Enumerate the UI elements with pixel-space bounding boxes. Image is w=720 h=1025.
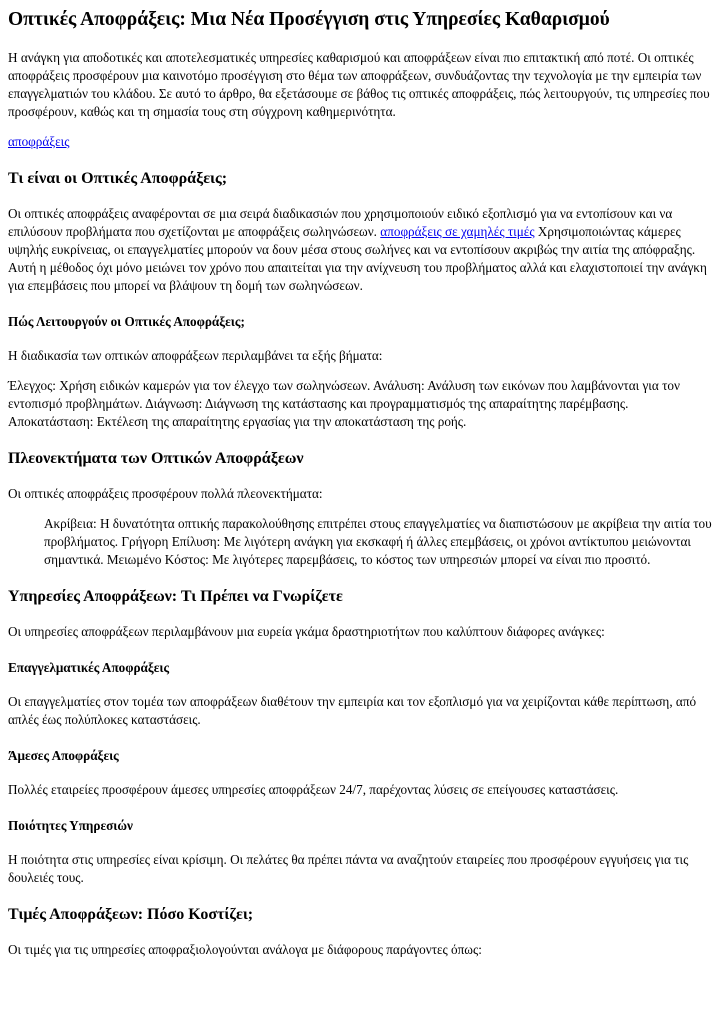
subsection-heading-professional: Επαγγελματικές Αποφράξεις [8,660,170,675]
immediate-paragraph: Πολλές εταιρείες προσφέρουν άμεσες υπηρεσίες αποφράξεων 24/7, παρέχοντας λύσεις σε επείγουσες καταστάσεις. [8,782,619,797]
how-it-works-steps: Έλεγχος: Χρήση ειδικών καμερών για τον έλεγχο των σωληνώσεων. Ανάλυση: Ανάλυση των εικόνων που λαμβάνονται για τον εντοπισμό προβλημάτων. Διάγνωση: Διάγνωση της κατάστασης και προγραμματισμός της απαραίτητης παρέμβασης. Αποκατάσταση: Εκτέλεση της απαραίτητης εργασίας για την αποκατάσταση της ροής. [8,378,680,429]
section-heading-how-it-works: Πώς Λειτουργούν οι Οπτικές Αποφράξεις; [8,314,245,329]
intro-paragraph: Η ανάγκη για αποδοτικές και αποτελεσματικές υπηρεσίες καθαρισμού και αποφράξεων είναι πιο επιτακτική από ποτέ. Οι οπτικές αποφράξεις προσφέρουν μια καινοτόμο προσέγγιση στο θέμα των αποφράξεων, συνδυάζοντας την τεχνολογία με την εμπειρία των επαγγελματιών του κλάδου. Σε αυτό το άρθρο, θα εξετάσουμε σε βάθος τις οπτικές αποφράξεις, πώς λειτουργούν, τις υπηρεσίες που προσφέρουν, καθώς και τη σημασία τους στη σύγχρονη καθημερινότητα. [8,50,710,119]
section-heading-what-is: Τι είναι οι Οπτικές Αποφράξεις; [8,170,228,187]
section-heading-prices: Τιμές Αποφράξεων: Πόσο Κοστίζει; [8,906,254,923]
professional-paragraph: Οι επαγγελματίες στον τομέα των αποφράξεων διαθέτουν την εμπειρία και τον εξοπλισμό για να χειρίζονται κάθε περίπτωση, από απλές έως πολύπλοκες καταστάσεις. [8,694,697,727]
services-intro: Οι υπηρεσίες αποφράξεων περιλαμβάνουν μια ευρεία γκάμα δραστηριοτήτων που καλύπτουν διάφορες ανάγκες: [8,624,605,639]
subsection-heading-immediate: Άμεσες Αποφράξεις [8,748,119,763]
text-before-link: Οι οπτικές αποφράξεις αναφέρονται σε μια σειρά διαδικασιών που χρησιμοποιούν ειδικό εξοπλισμό για να εντοπίσουν και να επιλύσουν προβλήματα που σχετίζονται με αποφράξεις σωληνώσεων. [8,206,673,239]
advantages-quote: Ακρίβεια: Η δυνατότητα οπτικής παρακολούθησης επιτρέπει στους επαγγελματίες να διαπιστώσουν με ακρίβεια την αιτία του προβλήματος. Γρήγορη Επίλυση: Με λιγότερη ανάγκη για εκσκαφή ή άλλες επεμβάσεις, οι χρόνοι αντίκτυπου μειώνονται σημαντικά. Μειωμένο Κόστος: Με λιγότερες παρεμβάσεις, το κόστος των υπηρεσιών μπορεί να είναι πιο προσιτό. [44,516,712,567]
section-heading-services: Υπηρεσίες Αποφράξεων: Τι Πρέπει να Γνωρίζετε [8,588,343,605]
article [0,8,720,959]
intro-link-paragraph [8,133,712,151]
how-it-works-intro: Η διαδικασία των οπτικών αποφράξεων περιλαμβάνει τα εξής βήματα: [8,348,383,363]
section-what-is-paragraph [8,205,712,295]
low-price-link[interactable]: αποφράξεις σε χαμηλές τιμές [380,224,535,239]
prices-intro: Οι τιμές για τις υπηρεσίες αποφραξιολογούνται ανάλογα με διάφορους παράγοντες όπως: [8,942,482,957]
page-title: Οπτικές Αποφράξεις: Μια Νέα Προσέγγιση στις Υπηρεσίες Καθαρισμού [8,9,610,30]
advantages-intro: Οι οπτικές αποφράξεις προσφέρουν πολλά πλεονεκτήματα: [8,486,323,501]
text-after-link: Χρησιμοποιώντας κάμερες υψηλής ευκρίνειας, οι επαγγελματίες μπορούν να δουν μέσα στους σωλήνες και να εντοπίσουν ακριβώς την αιτία της απόφραξης. Αυτή η μέθοδος όχι μόνο μειώνει τον χρόνο που απαιτείται για την ανίχνευση του προβλήματος αλλά και ελαχιστοποιεί την ανάγκη για επεμβάσεις που μπορεί να βλάψουν τη δομή των σωληνώσεων. [8,224,707,293]
intro-link[interactable]: αποφράξεις [8,134,70,149]
subsection-heading-quality: Ποιότητες Υπηρεσιών [8,818,133,833]
quality-paragraph: Η ποιότητα στις υπηρεσίες είναι κρίσιμη. Οι πελάτες θα πρέπει πάντα να αναζητούν εταιρείες που προσφέρουν εγγυήσεις για τις δουλειές τους. [8,852,689,885]
section-heading-advantages: Πλεονεκτήματα των Οπτικών Αποφράξεων [8,450,304,467]
